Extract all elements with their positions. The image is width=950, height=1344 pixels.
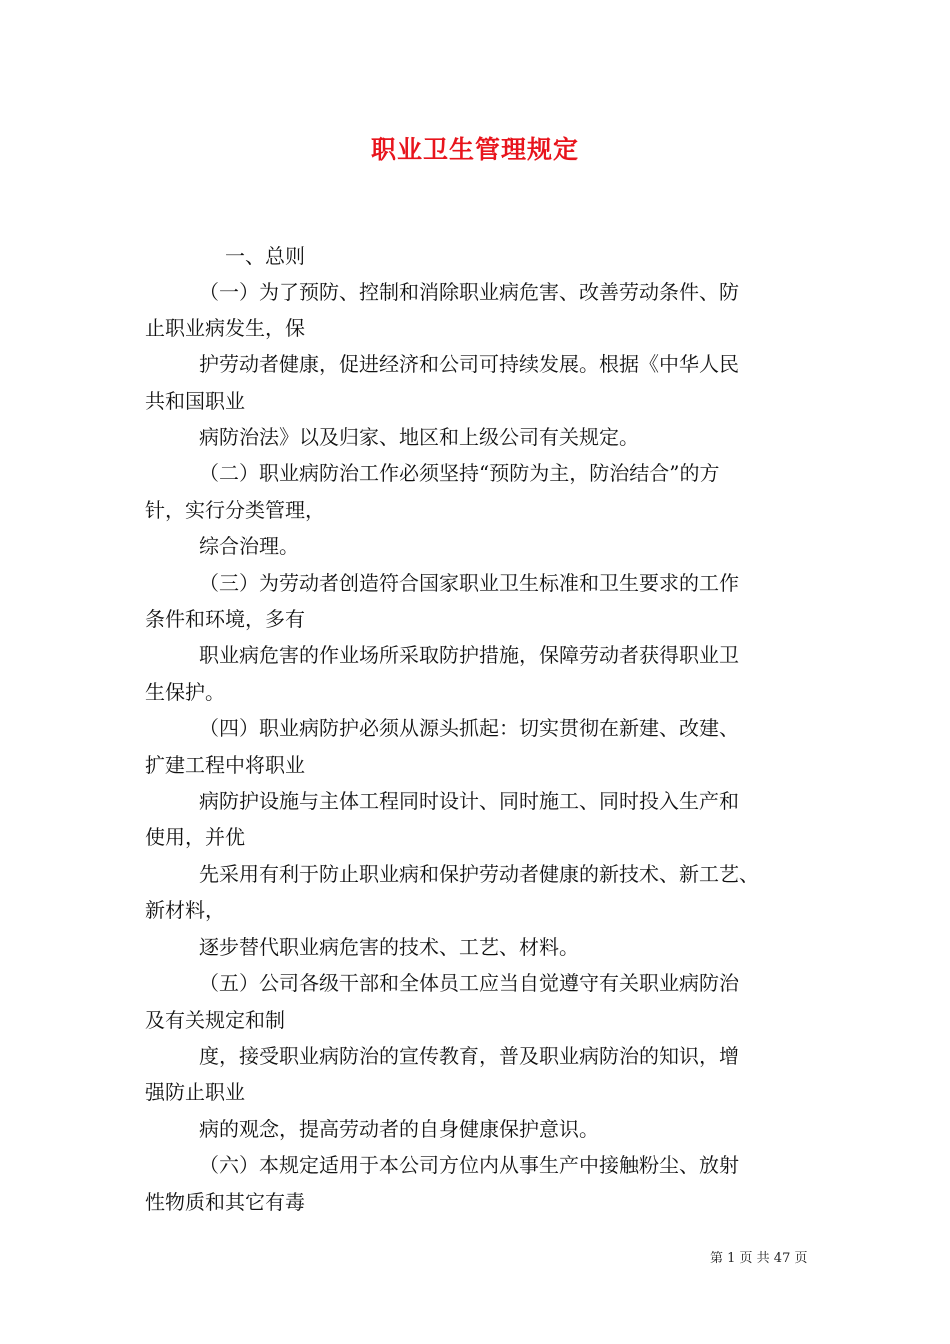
body-line: 先采用有利于防止职业病和保护劳动者健康的新技术、新工艺、 — [199, 862, 759, 886]
body-line: 共和国职业 — [145, 389, 245, 413]
body-line: 强防止职业 — [145, 1080, 245, 1104]
body-line: 针，实行分类管理， — [145, 498, 325, 522]
body-line: 止职业病发生，保 — [145, 316, 305, 340]
body-line: （二）职业病防治工作必须坚持“预防为主，防治结合”的方 — [199, 461, 720, 485]
body-line: 性物质和其它有毒 — [145, 1190, 305, 1214]
body-line: 病的观念，提高劳动者的自身健康保护意识。 — [199, 1117, 599, 1141]
body-line: （六）本规定适用于本公司方位内从事生产中接触粉尘、放射 — [199, 1153, 739, 1177]
body-line: 一、总则 — [225, 244, 305, 268]
page-number: 第 1 页 共 47 页 — [710, 1251, 808, 1266]
body-line: 使用，并优 — [145, 825, 245, 849]
body-line: （四）职业病防护必须从源头抓起：切实贯彻在新建、改建、 — [199, 716, 739, 740]
body-line: 综合治理。 — [199, 534, 299, 558]
body-line: 度，接受职业病防治的宣传教育，普及职业病防治的知识，增 — [199, 1044, 739, 1068]
document-title: 职业卫生管理规定 — [370, 135, 579, 164]
body-line: 逐步替代职业病危害的技术、工艺、材料。 — [199, 935, 579, 959]
body-line: 病防治法》以及归家、地区和上级公司有关规定。 — [199, 425, 639, 449]
body-line: 条件和环境，多有 — [145, 607, 305, 631]
body-line: 生保护。 — [145, 680, 225, 704]
body-line: 病防护设施与主体工程同时设计、同时施工、同时投入生产和 — [199, 789, 739, 813]
body-line: 职业病危害的作业场所采取防护措施，保障劳动者获得职业卫 — [199, 643, 739, 667]
body-line: 护劳动者健康，促进经济和公司可持续发展。根据《中华人民 — [199, 352, 739, 376]
body-line: 新材料， — [145, 898, 225, 922]
body-line: （五）公司各级干部和全体员工应当自觉遵守有关职业病防治 — [199, 971, 739, 995]
body-line: 及有关规定和制 — [145, 1008, 285, 1032]
body-line: （三）为劳动者创造符合国家职业卫生标准和卫生要求的工作 — [199, 571, 739, 595]
body-line: 扩建工程中将职业 — [145, 753, 305, 777]
body-line: （一）为了预防、控制和消除职业病危害、改善劳动条件、防 — [199, 280, 739, 304]
